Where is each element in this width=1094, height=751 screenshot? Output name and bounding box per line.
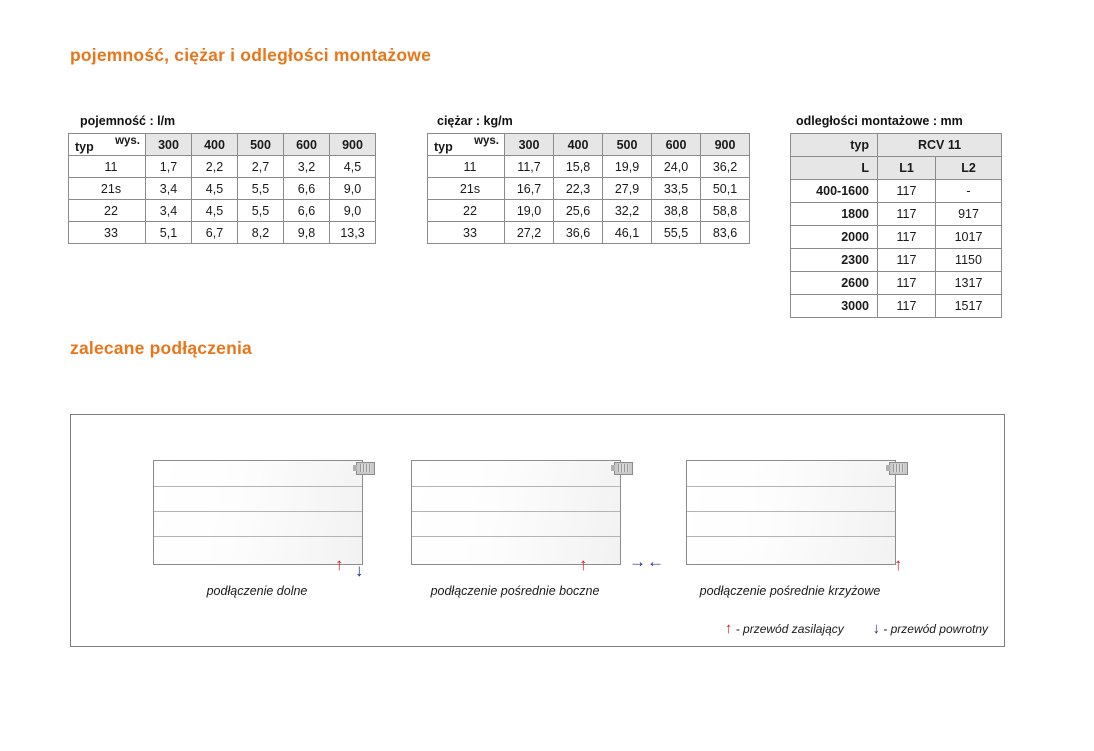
column-header: 400 bbox=[192, 134, 238, 156]
legend-return-label: - przewód powrotny bbox=[883, 622, 988, 636]
caption-capacity-table: pojemność : l/m bbox=[80, 114, 176, 128]
diagram-caption: podłączenie dolne bbox=[206, 584, 308, 598]
table-cell: 36,6 bbox=[554, 222, 603, 244]
table-row bbox=[69, 222, 376, 244]
row-header: 2000 bbox=[791, 226, 878, 249]
table-row bbox=[428, 156, 750, 178]
radiator-slat bbox=[687, 511, 895, 512]
corner-header-cell bbox=[69, 134, 146, 156]
column-header: 500 bbox=[603, 134, 652, 156]
table-cell: 38,8 bbox=[652, 200, 701, 222]
column-header: 300 bbox=[505, 134, 554, 156]
table-row bbox=[791, 203, 1002, 226]
table-subheader-row bbox=[791, 157, 1002, 180]
row-header: 33 bbox=[69, 222, 146, 244]
radiator-slat bbox=[154, 486, 362, 487]
table-row bbox=[791, 249, 1002, 272]
return-arrow-icon: ← bbox=[647, 552, 664, 571]
supply-arrow-icon: ↑ bbox=[579, 555, 588, 574]
radiator-slat bbox=[687, 486, 895, 487]
mounting-distance-table bbox=[790, 133, 1002, 318]
diagram-legend bbox=[725, 620, 988, 637]
subheader-l1: L1 bbox=[878, 157, 936, 180]
table-cell: 33,5 bbox=[652, 178, 701, 200]
corner-label-wys: wys. bbox=[474, 135, 499, 147]
table-cell: 1150 bbox=[936, 249, 1002, 272]
table-row bbox=[69, 178, 376, 200]
table-cell: 15,8 bbox=[554, 156, 603, 178]
table-header-row bbox=[428, 134, 750, 156]
table-cell: 117 bbox=[878, 226, 936, 249]
supply-arrow-icon: ↑ bbox=[894, 555, 903, 574]
table-cell: 2,7 bbox=[238, 156, 284, 178]
table-cell: 11,7 bbox=[505, 156, 554, 178]
table-cell: 32,2 bbox=[603, 200, 652, 222]
table-cell: 3,4 bbox=[146, 200, 192, 222]
table-cell: 5,1 bbox=[146, 222, 192, 244]
table-cell: 16,7 bbox=[505, 178, 554, 200]
valve-icon bbox=[889, 462, 908, 475]
diagram-caption: podłączenie pośrednie krzyżowe bbox=[699, 584, 881, 598]
row-header: 1800 bbox=[791, 203, 878, 226]
table-cell: 117 bbox=[878, 272, 936, 295]
table-header-row bbox=[791, 134, 1002, 157]
radiator-slat bbox=[687, 536, 895, 537]
diagram-bottom-connection bbox=[153, 460, 364, 598]
table-cell: 1017 bbox=[936, 226, 1002, 249]
table-row bbox=[69, 156, 376, 178]
table-row bbox=[791, 180, 1002, 203]
caption-distance-table: odległości montażowe : mm bbox=[796, 114, 963, 128]
table-cell: 4,5 bbox=[192, 178, 238, 200]
connection-diagrams-panel bbox=[70, 414, 1005, 647]
table-row bbox=[428, 178, 750, 200]
table-cell: 2,2 bbox=[192, 156, 238, 178]
column-header: 900 bbox=[701, 134, 750, 156]
valve-icon bbox=[356, 462, 375, 475]
valve-icon bbox=[614, 462, 633, 475]
table-cell: 27,9 bbox=[603, 178, 652, 200]
table-row bbox=[428, 200, 750, 222]
table-cell: 6,7 bbox=[192, 222, 238, 244]
table-cell: 25,6 bbox=[554, 200, 603, 222]
table-cell: 1517 bbox=[936, 295, 1002, 318]
table-cell: 917 bbox=[936, 203, 1002, 226]
table-cell: 117 bbox=[878, 249, 936, 272]
corner-label-wys: wys. bbox=[115, 135, 140, 147]
row-header: 3000 bbox=[791, 295, 878, 318]
table-cell: 58,8 bbox=[701, 200, 750, 222]
column-header: 400 bbox=[554, 134, 603, 156]
table-cell: 27,2 bbox=[505, 222, 554, 244]
header-model: RCV 11 bbox=[878, 134, 1002, 157]
table-cell: 8,2 bbox=[238, 222, 284, 244]
table-cell: 1317 bbox=[936, 272, 1002, 295]
table-cell: 13,3 bbox=[330, 222, 376, 244]
table-cell: 22,3 bbox=[554, 178, 603, 200]
column-header: 300 bbox=[146, 134, 192, 156]
table-cell: 6,6 bbox=[284, 178, 330, 200]
page-title-connections: zalecane podłączenia bbox=[70, 338, 252, 358]
table-cell: 4,5 bbox=[192, 200, 238, 222]
radiator-slat bbox=[154, 511, 362, 512]
diagram-caption: podłączenie pośrednie boczne bbox=[430, 584, 600, 598]
row-header: 11 bbox=[69, 156, 146, 178]
capacity-table bbox=[68, 133, 376, 244]
table-header-row bbox=[69, 134, 376, 156]
table-cell: 3,2 bbox=[284, 156, 330, 178]
radiator-illustration bbox=[686, 460, 896, 565]
row-header: 2600 bbox=[791, 272, 878, 295]
row-header: 33 bbox=[428, 222, 505, 244]
table-row bbox=[428, 222, 750, 244]
radiator-slat bbox=[412, 486, 620, 487]
table-row bbox=[791, 226, 1002, 249]
row-header: 21s bbox=[428, 178, 505, 200]
table-cell: 9,0 bbox=[330, 178, 376, 200]
page-title-capacity: pojemność, ciężar i odległości montażowe bbox=[70, 45, 431, 65]
table-cell: 9,8 bbox=[284, 222, 330, 244]
table-cell: 3,4 bbox=[146, 178, 192, 200]
table-cell: 5,5 bbox=[238, 178, 284, 200]
legend-supply-icon: ↑ bbox=[724, 620, 733, 637]
row-header: 400-1600 bbox=[791, 180, 878, 203]
supply-arrow-icon: ↑ bbox=[335, 555, 344, 574]
radiator-illustration bbox=[411, 460, 621, 565]
table-cell: 6,6 bbox=[284, 200, 330, 222]
row-header: 22 bbox=[69, 200, 146, 222]
radiator-slat bbox=[412, 511, 620, 512]
row-header: 2300 bbox=[791, 249, 878, 272]
table-cell: 24,0 bbox=[652, 156, 701, 178]
row-header: 21s bbox=[69, 178, 146, 200]
table-cell: 55,5 bbox=[652, 222, 701, 244]
table-row bbox=[69, 200, 376, 222]
subheader-l: L bbox=[791, 157, 878, 180]
table-cell: 50,1 bbox=[701, 178, 750, 200]
table-cell: 4,5 bbox=[330, 156, 376, 178]
radiator-slat bbox=[154, 536, 362, 537]
table-cell: 46,1 bbox=[603, 222, 652, 244]
return-arrow-icon: → bbox=[629, 552, 646, 571]
caption-weight-table: ciężar : kg/m bbox=[437, 114, 513, 128]
table-cell: 117 bbox=[878, 180, 936, 203]
table-cell: 19,9 bbox=[603, 156, 652, 178]
corner-header-cell bbox=[428, 134, 505, 156]
row-header: 11 bbox=[428, 156, 505, 178]
header-typ: typ bbox=[791, 134, 878, 157]
table-cell: - bbox=[936, 180, 1002, 203]
table-row bbox=[791, 272, 1002, 295]
legend-return-icon: ↓ bbox=[872, 620, 880, 637]
table-cell: 19,0 bbox=[505, 200, 554, 222]
column-header: 500 bbox=[238, 134, 284, 156]
radiator-slat bbox=[412, 536, 620, 537]
radiator-illustration bbox=[153, 460, 363, 565]
table-cell: 117 bbox=[878, 295, 936, 318]
table-cell: 5,5 bbox=[238, 200, 284, 222]
diagram-side-connection bbox=[411, 460, 646, 598]
corner-label-typ: typ bbox=[434, 140, 453, 154]
column-header: 600 bbox=[652, 134, 701, 156]
column-header: 600 bbox=[284, 134, 330, 156]
row-header: 22 bbox=[428, 200, 505, 222]
column-header: 900 bbox=[330, 134, 376, 156]
table-cell: 9,0 bbox=[330, 200, 376, 222]
return-arrow-icon: ↓ bbox=[355, 561, 364, 580]
table-cell: 1,7 bbox=[146, 156, 192, 178]
table-cell: 83,6 bbox=[701, 222, 750, 244]
subheader-l2: L2 bbox=[936, 157, 1002, 180]
diagram-cross-connection bbox=[647, 460, 903, 598]
table-row bbox=[791, 295, 1002, 318]
table-cell: 117 bbox=[878, 203, 936, 226]
weight-table bbox=[427, 133, 750, 244]
legend-supply-label: - przewód zasilający bbox=[735, 622, 844, 636]
table-cell: 36,2 bbox=[701, 156, 750, 178]
corner-label-typ: typ bbox=[75, 140, 94, 154]
